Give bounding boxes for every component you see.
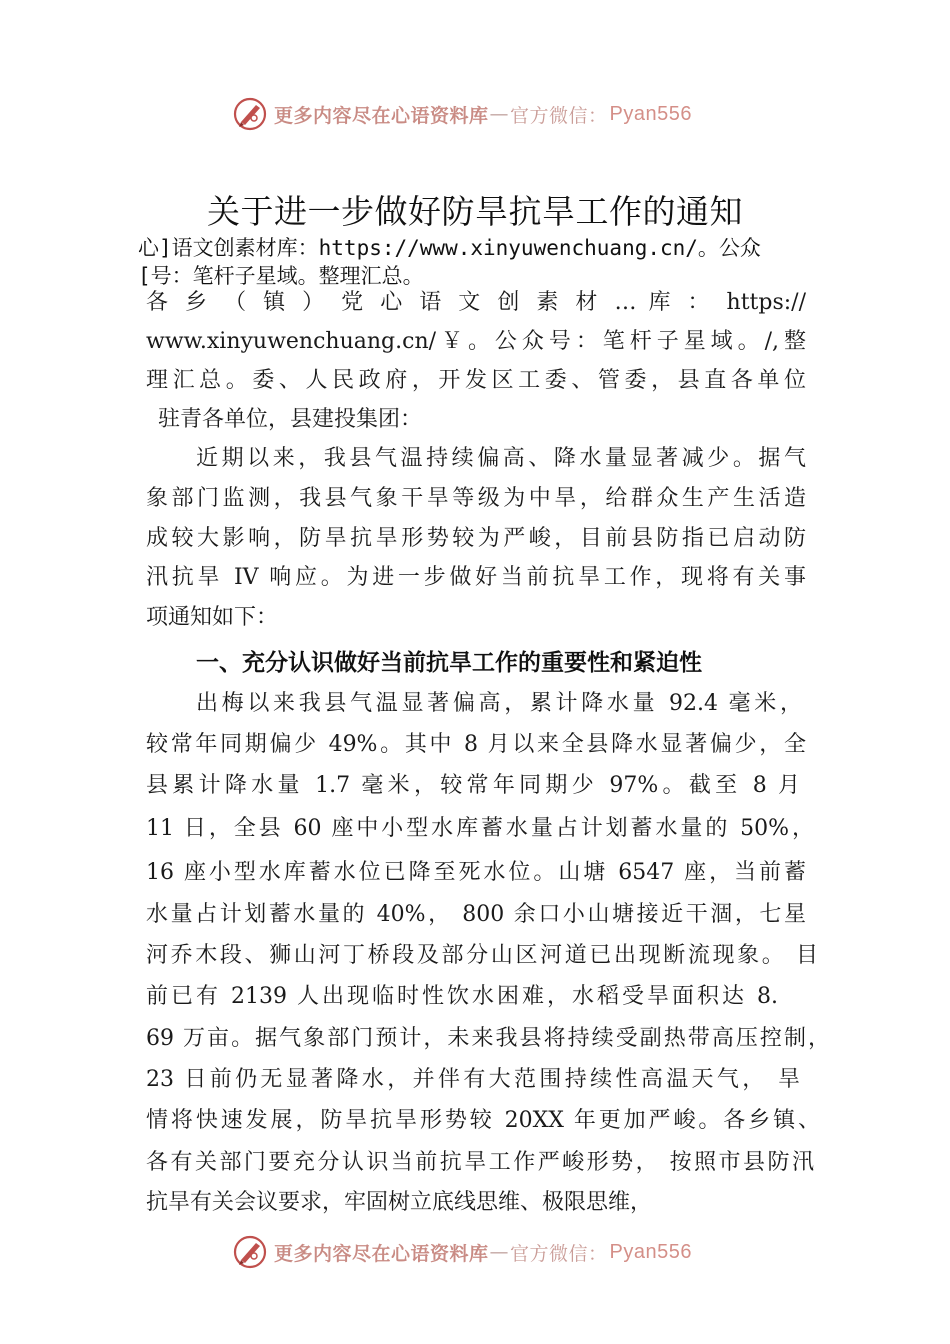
body-line: 河乔木段、狮山河丁桥段及部分山区河道已出现断流现象。 目 bbox=[146, 943, 818, 968]
section-heading: 一、充分认识做好当前抗旱工作的重要性和紧迫性 bbox=[196, 650, 702, 676]
source-line: 心]语文创素材库：https://www.xinyuwenchuang.cn/。公众 bbox=[138, 236, 761, 260]
header-banner bbox=[232, 94, 692, 134]
banner-sub-text: 官方微信： bbox=[510, 104, 608, 127]
addressee-line: 理汇总。委、人民政府，开发区工委、管委，县直各单位 bbox=[146, 368, 806, 393]
source-line: [号：笔杆子星域。整理汇总。 bbox=[138, 264, 424, 288]
document-title: 关于进一步做好防旱抗旱工作的通知 bbox=[207, 192, 743, 231]
pen-logo-icon bbox=[232, 96, 268, 132]
intro-line: 成较大影响，防旱抗旱形势较为严峻，目前县防指已启动防 bbox=[146, 526, 806, 551]
body-line: 16 座小型水库蓄水位已降至死水位。山塘 6547 座，当前蓄 bbox=[146, 860, 806, 885]
body-line: 较常年同期偏少 49%。其中 8 月以来全县降水显著偏少，全 bbox=[146, 732, 806, 757]
banner-wechat-id: Pyan556 bbox=[609, 1240, 692, 1263]
addressee-line: 各 乡 （ 镇 ） 党 心 语 文 创 素 材 … 库 ： https:// bbox=[146, 290, 806, 315]
body-line: 出梅以来我县气温显著偏高，累计降水量 92.4 毫米， bbox=[196, 691, 802, 716]
body-line: 前已有 2139 人出现临时性饮水困难，水稻受旱面积达 8. bbox=[146, 984, 778, 1009]
body-line: 11 日，全县 60 座中小型水库蓄水量占计划蓄水量的 50%， bbox=[146, 816, 814, 841]
banner-main-text: 更多内容尽在心语资料库 bbox=[274, 104, 489, 127]
pen-logo-icon bbox=[232, 1234, 268, 1270]
addressee-line: www.xinyuwenchuang.cn/￥。公众号：笔杆子星域。/,整 bbox=[146, 329, 806, 354]
footer-banner bbox=[232, 1232, 692, 1272]
body-line: 水量占计划蓄水量的 40%， 800 余口小山塘接近干涸，七星 bbox=[146, 902, 806, 927]
body-line: 各有关部门要充分认识当前抗旱工作严峻形势， 按照市县防汛 bbox=[146, 1150, 814, 1175]
intro-line: 汛抗旱 IV 响应。为进一步做好当前抗旱工作，现将有关事 bbox=[146, 565, 806, 590]
intro-line: 象部门监测，我县气象干旱等级为中旱，给群众生产生活造 bbox=[146, 486, 806, 511]
banner-wechat-id: Pyan556 bbox=[609, 102, 692, 125]
body-line: 69 万亩。据气象部门预计，未来我县将持续受副热带高压控制， bbox=[146, 1026, 830, 1051]
body-line: 县累计降水量 1.7 毫米，较常年同期少 97%。截至 8 月 bbox=[146, 773, 800, 798]
addressee-line: 驻青各单位，县建投集团： bbox=[158, 407, 423, 432]
body-line: 抗旱有关会议要求，牢固树立底线思维、极限思维， bbox=[146, 1190, 653, 1215]
banner-main-text: 更多内容尽在心语资料库 bbox=[274, 1242, 489, 1265]
body-line: 情将快速发展，防旱抗旱形势较 20XX 年更加严峻。各乡镇、 bbox=[146, 1108, 820, 1133]
banner-separator: — bbox=[489, 103, 510, 125]
banner-separator: — bbox=[489, 1241, 510, 1263]
banner-sub-text: 官方微信： bbox=[510, 1242, 608, 1265]
intro-line: 近期以来，我县气温持续偏高、降水量显著减少。据气 bbox=[196, 446, 806, 471]
intro-line: 项通知如下： bbox=[146, 605, 279, 630]
body-line: 23 日前仍无显著降水，并伴有大范围持续性高温天气， 旱 bbox=[146, 1067, 800, 1092]
